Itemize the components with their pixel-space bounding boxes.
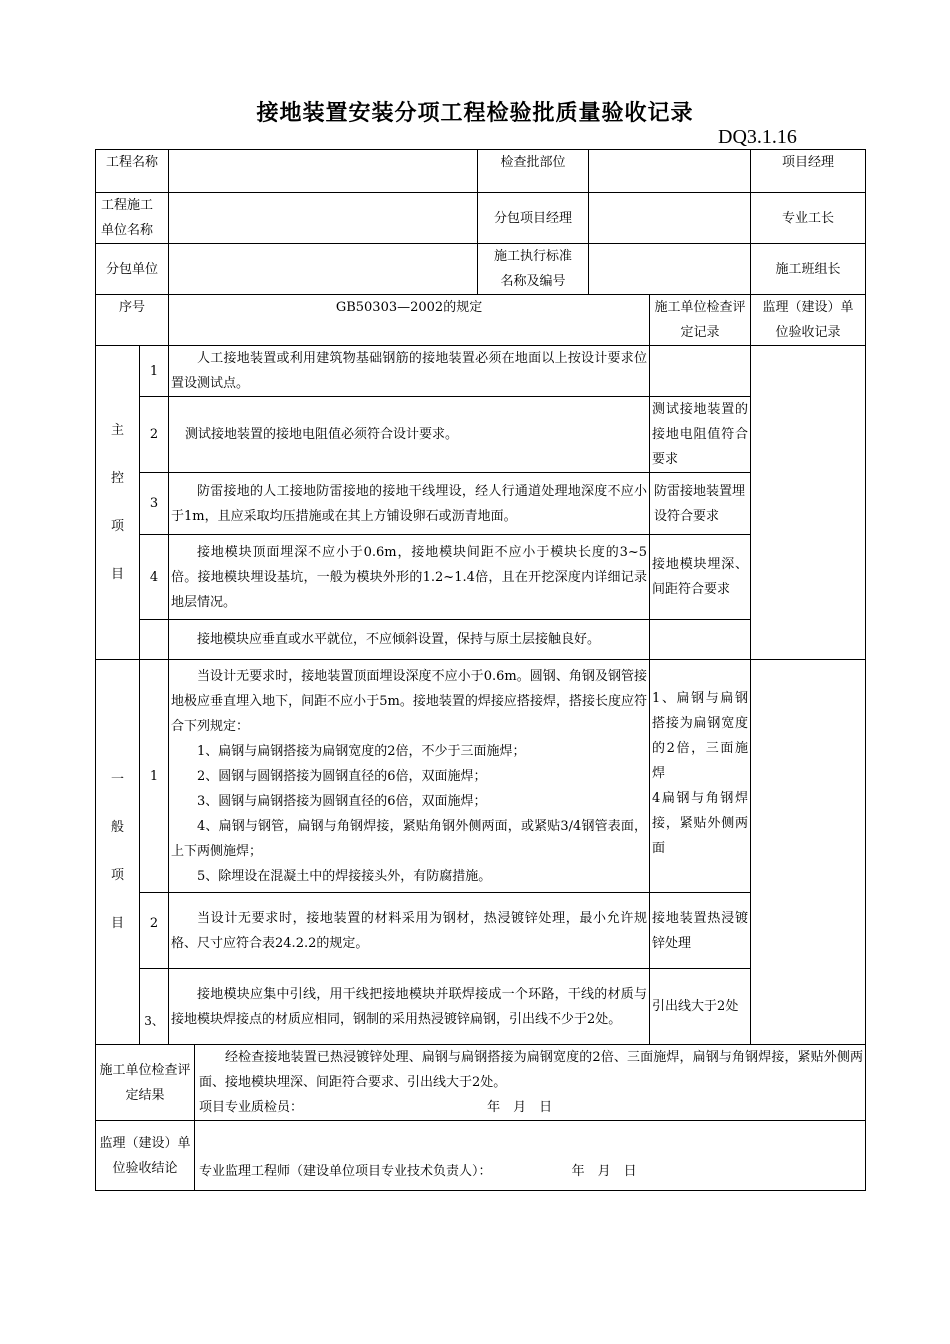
sub-unit-label: 分包单位	[96, 244, 169, 295]
supervision-engineer-label: 专业监理工程师（建设单位项目专业技术负责人）：	[199, 1164, 492, 1179]
main-item-text: 测试接地装置的接地电阻值必须符合设计要求。	[169, 397, 650, 473]
general-item-no: 1	[140, 660, 169, 893]
contractor-unit-field[interactable]	[169, 193, 478, 244]
main-item-text: 人工接地装置或利用建筑物基础钢筋的接地装置必须在地面以上按设计要求位置设测试点。	[169, 346, 650, 397]
sub-project-manager-label: 分包项目经理	[478, 193, 589, 244]
main-item-record[interactable]: 防雷接地装置埋设符合要求	[650, 473, 751, 535]
general-label: 一 般 项 目	[96, 660, 140, 1045]
form-code: DQ3.1.16	[718, 126, 797, 148]
construction-result-row	[96, 1045, 866, 1121]
team-leader-label: 施工班组长	[751, 244, 866, 295]
construction-record-header: 施工单位检查评定记录	[650, 295, 751, 346]
general-item-text: 当设计无要求时，接地装置的材料采用为钢材，热浸镀锌处理，最小允许规格、尺寸应符合表24.2.2的规定。	[169, 893, 650, 969]
main-item-record[interactable]: 测试接地装置的接地电阻值符合要求	[650, 397, 751, 473]
construction-result-text: 经检查接地装置已热浸镀锌处理、扁钢与扁钢搭接为扁钢宽度的2倍、三面施焊，扁钢与角钢焊接，紧贴外侧两面、接地模块埋深、间距符合要求、引出线大于2处。	[199, 1050, 864, 1090]
sub-project-manager-field[interactable]	[589, 193, 751, 244]
standard-label: 施工执行标准名称及编号	[478, 244, 589, 295]
main-item-record[interactable]: 接地模块埋深、间距符合要求	[650, 535, 751, 620]
construction-result-sign	[199, 1095, 863, 1120]
main-item-text: 接地模块应垂直或水平就位，不应倾斜设置，保持与原土层接触良好。	[169, 620, 650, 660]
general-item-record[interactable]: 1、扁钢与扁钢搭接为扁钢宽度的2倍，三面施焊 4扁钢与角钢焊接，紧贴外侧两面	[650, 660, 751, 893]
main-item-text: 防雷接地的人工接地防雷接地的接地干线埋设，经人行通道处理地深度不应小于1m，且应采取均压措施或在其上方铺设卵石或沥青地面。	[169, 473, 650, 535]
general-supervision-record[interactable]	[751, 660, 866, 1045]
main-item-no: 2	[140, 397, 169, 473]
general-item-record[interactable]: 引出线大于2处	[650, 969, 751, 1045]
info-row-3	[96, 244, 866, 295]
result-date: 年 月 日	[487, 1100, 553, 1115]
weld-rule: 1、扁钢与扁钢搭接为扁钢宽度的2倍，不少于三面施焊；	[197, 743, 526, 759]
weld-rule: 3、圆钢与扁钢搭接为圆钢直径的6倍，双面施焊；	[197, 793, 487, 809]
foreman-label: 专业工长	[751, 193, 866, 244]
supervision-conclusion-label: 监理（建设）单位验收结论	[96, 1121, 195, 1191]
main-item-record[interactable]	[650, 620, 751, 660]
general-item-text: 接地模块应集中引线，用干线把接地模块并联焊接成一个环路，干线的材质与接地模块焊接点的材质应相同，钢制的采用热浸镀锌扁钢，引出线不少于2处。	[169, 969, 650, 1045]
project-name-label: 工程名称	[96, 150, 169, 193]
supervision-record-header: 监理（建设）单位验收记录	[751, 295, 866, 346]
main-item-row-3	[96, 473, 866, 535]
conclusion-date: 年 月 日	[571, 1164, 637, 1179]
main-item-no	[140, 620, 169, 660]
main-item-row-4	[96, 535, 866, 620]
supervision-conclusion-field[interactable]	[195, 1121, 866, 1191]
contractor-unit-label: 工程施工单位名称	[96, 193, 169, 244]
info-row-2	[96, 193, 866, 244]
main-supervision-record[interactable]	[751, 346, 866, 660]
general-item-text	[169, 660, 650, 893]
weld-rule: 2、圆钢与圆钢搭接为圆钢直径的6倍，双面施焊；	[197, 768, 487, 784]
sub-unit-field[interactable]	[169, 244, 478, 295]
construction-result-label: 施工单位检查评定结果	[96, 1045, 195, 1121]
column-header-row	[96, 295, 866, 346]
main-item-row-5	[96, 620, 866, 660]
weld-rule: 4、扁钢与钢管，扁钢与角钢焊接，紧贴角钢外侧两面，或紧贴3/4钢管表面，上下两侧施焊；	[171, 818, 648, 859]
main-item-row-1	[96, 346, 866, 397]
document-title: 接地装置安装分项工程检验批质量验收记录	[256, 101, 694, 126]
general-item-no: 2	[140, 893, 169, 969]
regulation-header: GB50303—2002的规定	[169, 295, 650, 346]
general-item-row-1	[96, 660, 866, 893]
construction-result-field[interactable]	[195, 1045, 866, 1121]
seq-header: 序号	[96, 295, 169, 346]
general-item-record[interactable]: 接地装置热浸镀锌处理	[650, 893, 751, 969]
standard-field[interactable]	[589, 244, 751, 295]
supervision-conclusion-row	[96, 1121, 866, 1191]
weld-rule: 5、除埋设在混凝土中的焊接接头外，有防腐措施。	[197, 868, 492, 884]
inspection-part-label: 检查批部位	[478, 150, 589, 193]
general-item-intro: 当设计无要求时，接地装置顶面埋设深度不应小于0.6m。圆钢、角钢及钢管接地极应垂直埋入地下，间距不应小于5m。接地装置的焊接应搭接焊，搭接长度应符合下列规定：	[171, 668, 648, 734]
general-item-no: 3、	[140, 969, 169, 1045]
info-row-1	[96, 150, 866, 193]
main-control-label: 主 控 项 目	[96, 346, 140, 660]
general-item-row-3	[96, 969, 866, 1045]
project-manager-label: 项目经理	[751, 150, 866, 193]
general-item-row-2	[96, 893, 866, 969]
quality-inspector-label: 项目专业质检员：	[199, 1100, 304, 1115]
main-item-record[interactable]	[650, 346, 751, 397]
project-name-field[interactable]	[169, 150, 478, 193]
inspection-form-table	[95, 149, 866, 1191]
main-item-no: 1	[140, 346, 169, 397]
inspection-part-field[interactable]	[589, 150, 751, 193]
main-item-text: 接地模块顶面埋深不应小于0.6m，接地模块间距不应小于模块长度的3~5倍。接地模块埋设基坑，一般为模块外形的1.2~1.4倍，且在开挖深度内详细记录地层情况。	[169, 535, 650, 620]
main-item-no: 3	[140, 473, 169, 535]
main-item-no: 4	[140, 535, 169, 620]
main-item-row-2	[96, 397, 866, 473]
